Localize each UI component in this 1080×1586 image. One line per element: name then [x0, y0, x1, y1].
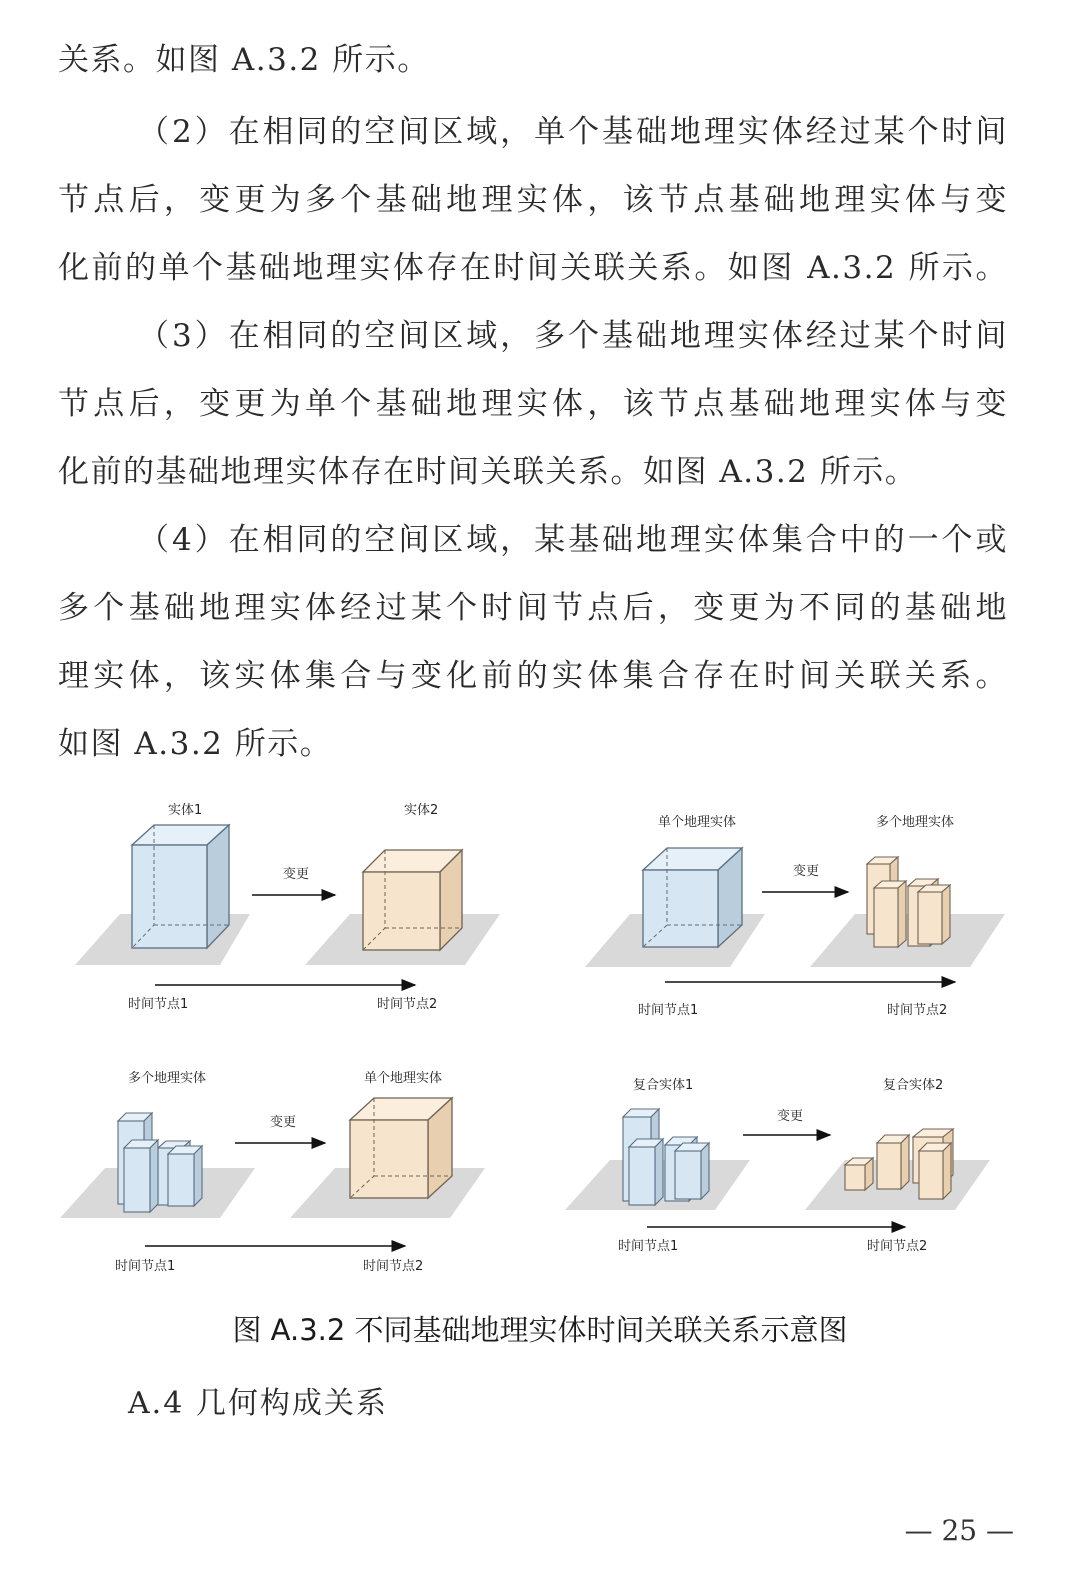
text-line-9: 多个基础地理实体经过某个时间节点后，变更为不同的基础地	[58, 590, 1008, 626]
panel-2-time-start: 时间节点1	[638, 1003, 699, 1018]
panel-3-time-end: 时间节点2	[363, 1259, 424, 1274]
text-line-2: （2）在相同的空间区域，单个基础地理实体经过某个时间	[138, 114, 1008, 150]
panel-4-right-label: 复合实体2	[883, 1078, 944, 1093]
page-number: — 25 —	[904, 1514, 1014, 1547]
blue-box	[643, 848, 742, 947]
blue-small-boxes	[623, 1109, 709, 1205]
panel-3-right-label: 单个地理实体	[364, 1071, 443, 1086]
text-line-3: 节点后，变更为多个基础地理实体，该节点基础地理实体与变	[58, 182, 1008, 218]
panel-4	[565, 1077, 990, 1254]
panel-3	[60, 1070, 485, 1274]
panel-1-right-label: 实体2	[404, 803, 439, 818]
panel-2-right-label: 多个地理实体	[876, 815, 955, 830]
text-line-5: （3）在相同的空间区域，多个基础地理实体经过某个时间	[138, 318, 1008, 354]
text-line-1: 关系。如图 A.3.2 所示。	[58, 42, 430, 78]
panel-2-left-label: 单个地理实体	[658, 815, 737, 830]
orange-box	[350, 1098, 452, 1198]
orange-small-boxes	[867, 857, 950, 947]
text-line-11: 如图 A.3.2 所示。	[58, 726, 333, 762]
blue-small-boxes	[118, 1113, 202, 1212]
blue-box	[132, 825, 229, 948]
orange-box	[363, 850, 462, 950]
section-heading: A.4 几何构成关系	[128, 1386, 388, 1421]
panel-3-left-label: 多个地理实体	[128, 1071, 207, 1086]
panel-4-time-end: 时间节点2	[867, 1239, 928, 1254]
panel-1	[75, 802, 500, 1012]
figure-a-3-2	[0, 790, 1080, 1290]
panel-2-time-end: 时间节点2	[887, 1003, 948, 1018]
text-line-6: 节点后，变更为单个基础地理实体，该节点基础地理实体与变	[58, 386, 1008, 422]
figure-svg	[0, 790, 1080, 1290]
panel-3-change-label: 变更	[270, 1115, 297, 1130]
text-line-7: 化前的基础地理实体存在时间关联关系。如图 A.3.2 所示。	[58, 454, 918, 490]
panel-2	[585, 814, 1005, 1018]
figure-caption: 图 A.3.2 不同基础地理实体时间关联关系示意图	[232, 1313, 848, 1347]
panel-1-change-label: 变更	[283, 867, 310, 882]
panel-3-time-start: 时间节点1	[115, 1259, 176, 1274]
text-line-10: 理实体，该实体集合与变化前的实体集合存在时间关联关系。	[58, 658, 1008, 694]
panel-1-time-start: 时间节点1	[128, 997, 189, 1012]
text-line-8: （4）在相同的空间区域，某基础地理实体集合中的一个或	[138, 522, 1008, 558]
panel-4-time-start: 时间节点1	[618, 1239, 679, 1254]
panel-4-change-label: 变更	[777, 1109, 804, 1124]
text-line-4: 化前的单个基础地理实体存在时间关联关系。如图 A.3.2 所示。	[58, 250, 1008, 286]
panel-1-time-end: 时间节点2	[377, 997, 438, 1012]
orange-small-boxes	[845, 1129, 953, 1199]
panel-4-left-label: 复合实体1	[633, 1078, 694, 1093]
panel-2-change-label: 变更	[793, 864, 820, 879]
panel-1-left-label: 实体1	[168, 803, 203, 818]
